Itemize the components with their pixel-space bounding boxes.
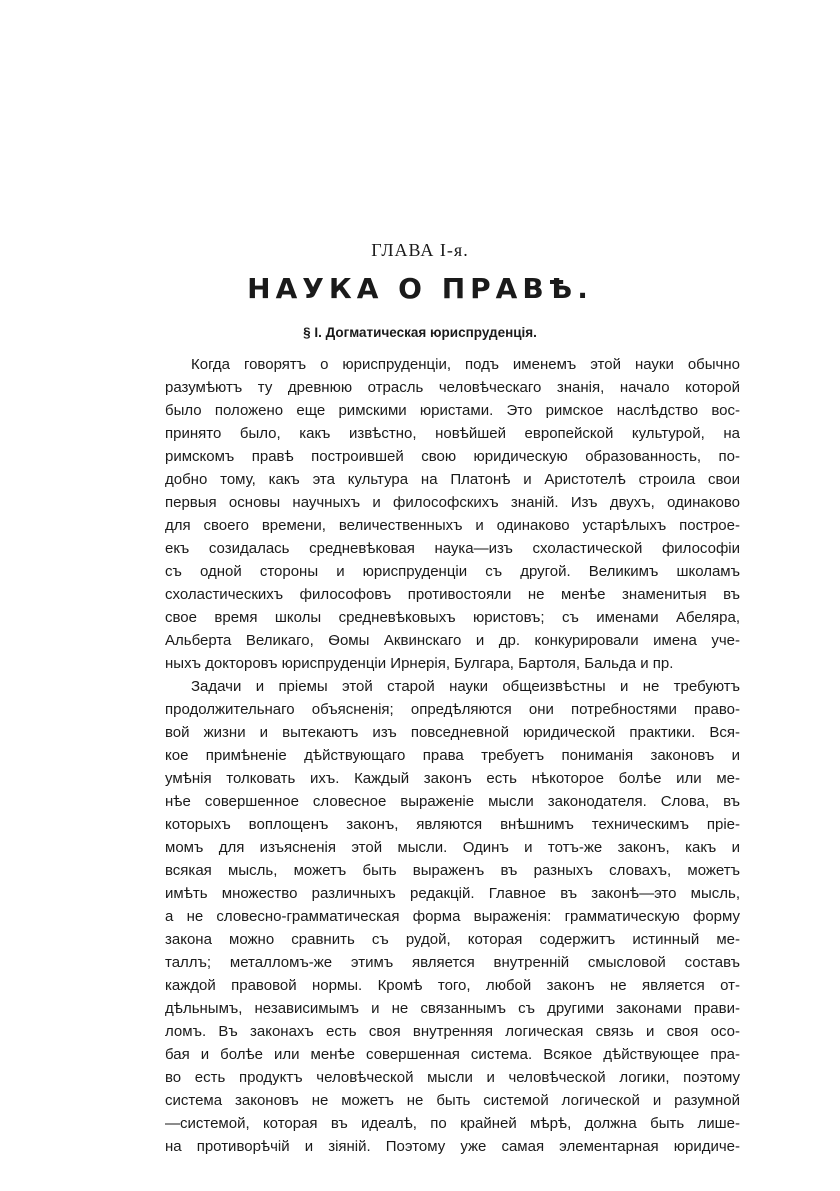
text-line: разумѣютъ ту древнюю отрасль человѣческаго знанія, начало которой <box>165 379 740 396</box>
text-line: вой жизни и вытекаютъ изъ повседневной юридической практики. Вся- <box>165 724 740 741</box>
text-line: для своего времени, величественныхъ и одинаково устарѣлыхъ построе- <box>165 517 740 534</box>
text-line: свое время школы средневѣковыхъ юристовъ; съ именами Абеляра, <box>165 609 740 626</box>
text-line: добно тому, какъ эта культура на Платонѣ и Аристотелѣ строила свои <box>165 471 740 488</box>
text-line: момъ для изъясненія этой мысли. Одинъ и тотъ-же законъ, какъ и <box>165 839 740 856</box>
chapter-label: ГЛАВА I-я. <box>371 240 469 260</box>
text-line: первыя основы научныхъ и философскихъ знаній. Изъ двухъ, одинаково <box>165 494 740 511</box>
text-line: бая и болѣе или менѣе совершенная система. Всякое дѣйствующее пра- <box>165 1046 740 1063</box>
text-line: Когда говорятъ о юриспруденціи, подъ именемъ этой науки обычно <box>191 356 740 373</box>
text-line: закона можно сравнить съ рудой, которая содержитъ истинный ме- <box>165 931 740 948</box>
text-line: нѣе совершенное словесное выраженіе мысли законодателя. Слова, въ <box>165 793 740 810</box>
text-line: Альберта Великаго, Ѳомы Аквинскаго и др. конкурировали имена уче- <box>165 632 740 649</box>
text-line: умѣнія толковать ихъ. Каждый законъ есть нѣкоторое болѣе или ме- <box>165 770 740 787</box>
chapter-title: НАУКА О ПРАВѢ. <box>247 272 593 305</box>
text-line: которыхъ воплощенъ законъ, являются внѣшнимъ техническимъ пріе- <box>165 816 740 833</box>
text-line: —системой, которая въ идеалѣ, по крайней мѣрѣ, должна быть лише- <box>165 1115 740 1132</box>
text-line: таллъ; металломъ-же этимъ является внутренній смысловой составъ <box>165 954 740 971</box>
text-line: было положено еще римскими юристами. Это римское наслѣдство вос- <box>165 402 740 419</box>
text-line: римскомъ правѣ построившей свою юридическую образованность, по- <box>165 448 740 465</box>
section-title: § I. Догматическая юриспруденція. <box>303 325 537 340</box>
text-line: принято было, какъ извѣстно, новѣйшей европейской культурой, на <box>165 425 740 442</box>
text-line: каждой правовой нормы. Кромѣ того, любой законъ не является от- <box>165 977 740 994</box>
text-line: ломъ. Въ законахъ есть своя внутренняя логическая связь и своя осо- <box>165 1023 740 1040</box>
text-line: ныхъ докторовъ юриспруденціи Ирнерія, Булгара, Бартоля, Бальда и пр. <box>165 655 674 672</box>
text-line: схоластическихъ философовъ противостояли не менѣе знаменитыя въ <box>165 586 740 603</box>
text-line: имѣть множество различныхъ редакцій. Главное въ законѣ—это мысль, <box>165 885 740 902</box>
text-line: дѣльнымъ, независимымъ и не связаннымъ съ другими законами прави- <box>165 1000 740 1017</box>
text-line: Задачи и пріемы этой старой науки общеизвѣстны и не требуютъ <box>191 678 740 695</box>
body-text <box>165 353 740 1158</box>
text-line: во есть продуктъ человѣческой мысли и человѣческой логики, поэтому <box>165 1069 740 1086</box>
text-line: всякая мысль, можетъ быть выраженъ въ разныхъ словахъ, можетъ <box>165 862 740 879</box>
text-line: кое примѣненіе дѣйствующаго права требуетъ пониманія законовъ и <box>165 747 740 764</box>
text-line: продолжительнаго объясненія; опредѣляются они потребностями право- <box>165 701 740 718</box>
text-line: а не словесно-грамматическая форма выраженія: грамматическую форму <box>165 908 740 925</box>
text-line: екъ созидалась средневѣковая наука—изъ схоластической философіи <box>165 540 740 557</box>
text-line: на противорѣчій и зіяній. Поэтому уже самая элементарная юридиче- <box>165 1138 740 1155</box>
text-line: съ одной стороны и юриспруденціи съ другой. Великимъ школамъ <box>165 563 740 580</box>
text-line: система законовъ не можетъ не быть системой логической и разумной <box>165 1092 740 1109</box>
